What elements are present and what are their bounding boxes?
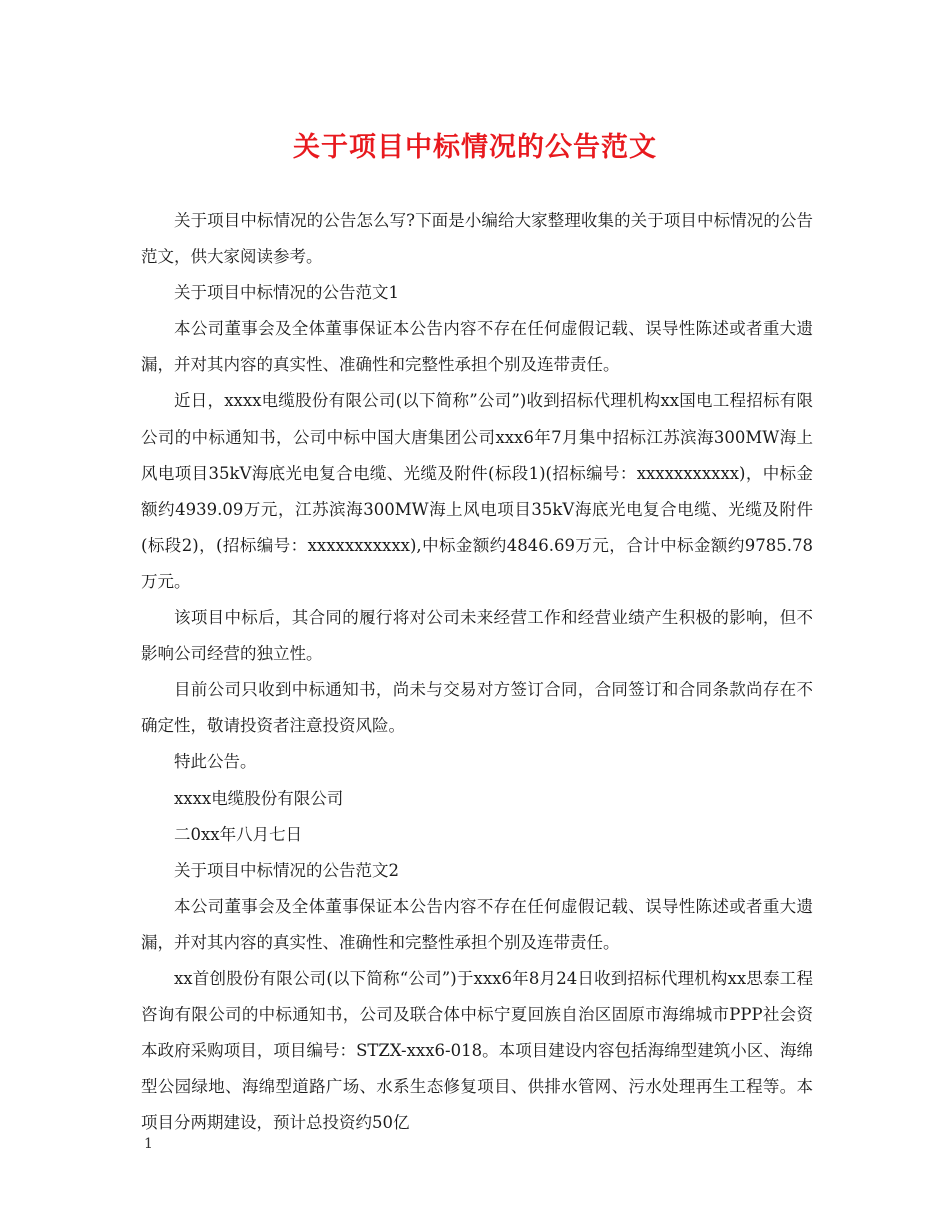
document-body	[141, 203, 813, 1141]
paragraph-impact: 该项目中标后，其合同的履行将对公司未来经营工作和经营业绩产生积极的影响，但不影响公司经营的独立性。	[141, 608, 813, 664]
paragraph-sample-2-heading: 关于项目中标情况的公告范文2	[174, 860, 399, 880]
paragraph-sample-1-heading: 关于项目中标情况的公告范文1	[174, 283, 399, 303]
paragraph-board-statement-2: 本公司董事会及全体董事保证本公告内容不存在任何虚假记载、误导性陈述或者重大遗漏，并对其内容的真实性、准确性和完整性承担个别及连带责任。	[141, 896, 813, 952]
paragraph-board-statement-1: 本公司董事会及全体董事保证本公告内容不存在任何虚假记载、误导性陈述或者重大遗漏，并对其内容的真实性、准确性和完整性承担个别及连带责任。	[141, 319, 813, 375]
paragraph-announcement-closing: 特此公告。	[174, 752, 257, 772]
paragraph-date: 二0xx年八月七日	[174, 824, 303, 844]
paragraph-intro: 关于项目中标情况的公告怎么写?下面是小编给大家整理收集的关于项目中标情况的公告范文，供大家阅读参考。	[141, 211, 813, 267]
paragraph-risk-notice: 目前公司只收到中标通知书，尚未与交易对方签订合同，合同签订和合同条款尚存在不确定性，敬请投资者注意投资风险。	[141, 680, 813, 736]
paragraph-company-signature: xxxx电缆股份有限公司	[174, 788, 344, 808]
page-number: 1	[144, 1136, 153, 1152]
document-title: 关于项目中标情况的公告范文	[293, 132, 657, 163]
paragraph-bid-details-1: 近日，xxxx电缆股份有限公司(以下简称”公司”)收到招标代理机构xx国电工程招标有限公司的中标通知书，公司中标中国大唐集团公司xxx6年7月集中招标江苏滨海300MW海上风电项目35kV海底光电复合电缆、光缆及附件(标段1)(招标编号：xxxxxxxxxxx)，中标金额约4939.09万元，江苏滨海300MW海上风电项目35kV海底光电复合电缆、光缆及附件(标段2)，(招标编号：xxxxxxxxxxx),中标金额约4846.69万元，合计中标金额约9785.78万元。	[141, 391, 813, 591]
paragraph-bid-details-2: xx首创股份有限公司(以下简称“公司”)于xxx6年8月24日收到招标代理机构xx思泰工程咨询有限公司的中标通知书，公司及联合体中标宁夏回族自治区固原市海绵城市PPP社会资本政府采购项目，项目编号：STZX-xxx6-018。本项目建设内容包括海绵型建筑小区、海绵型公园绿地、海绵型道路广场、水系生态修复项目、供排水管网、污水处理再生工程等。本项目分两期建设，预计总投资约50亿	[141, 968, 813, 1133]
